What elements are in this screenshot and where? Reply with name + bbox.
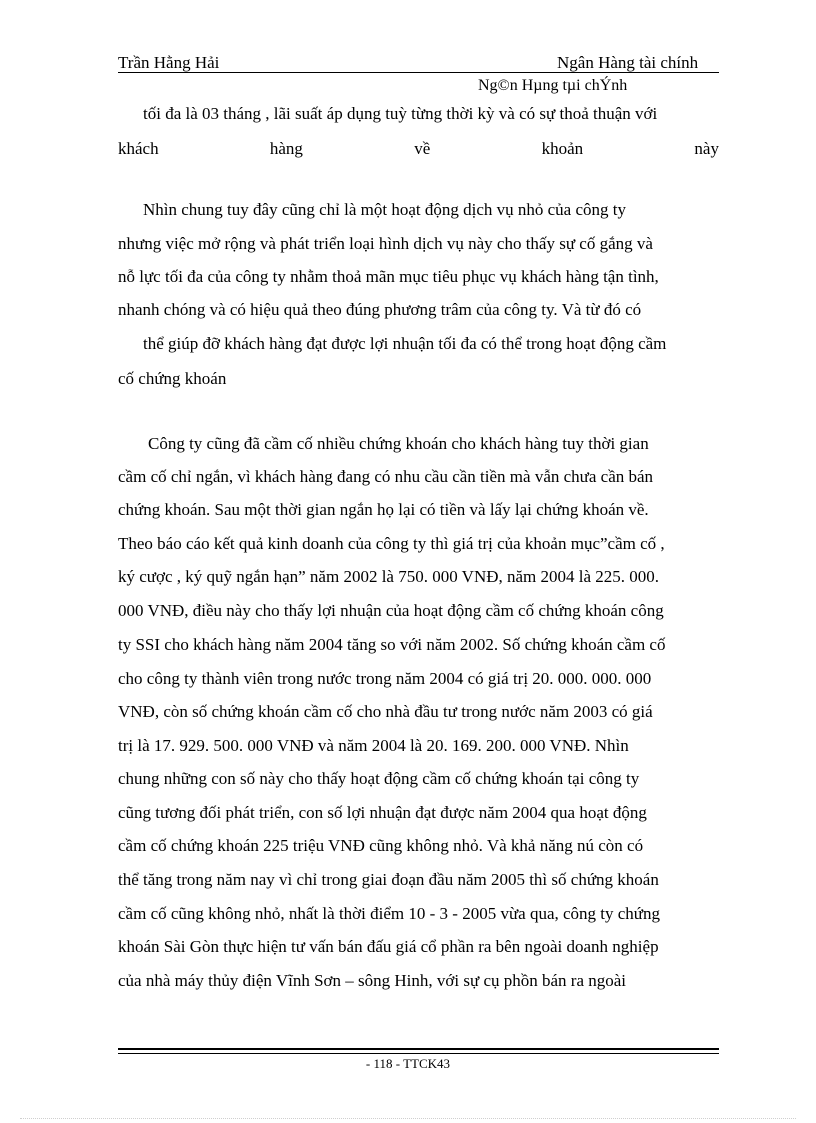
text-line: của nhà máy thủy điện Vĩnh Sơn – sông Hinh, với sự cụ phồn bán ra ngoài xyxy=(118,971,627,990)
page-number: - 118 - TTCK43 xyxy=(365,1056,451,1071)
text-line: cho công ty thành viên trong nước trong năm 2004 có giá trị 20. 000. 000. 000 xyxy=(118,669,652,688)
text-line: cố chứng khoán xyxy=(118,369,227,388)
text-line: ty SSI cho khách hàng năm 2004 tăng so với năm 2002. Số chứng khoán cầm cố xyxy=(118,635,666,654)
footer-rule-thick xyxy=(118,1048,719,1050)
word: về xyxy=(414,139,431,158)
text-line: ký cược , ký quỹ ngắn hạn” năm 2002 là 750. 000 VNĐ, năm 2004 là 225. 000. xyxy=(118,567,660,586)
header-rule xyxy=(118,72,719,73)
text-line: cầm cố chỉ ngắn, vì khách hàng đang có nhu cầu cần tiền mà vẫn chưa cần bán xyxy=(118,467,654,486)
header-title: Ngân Hàng tài chính xyxy=(557,53,699,72)
text-line: Nhìn chung tuy đây cũng chỉ là một hoạt động dịch vụ nhỏ của công ty xyxy=(143,200,626,219)
header-author: Trần Hằng Hải xyxy=(118,53,220,72)
text-line: 000 VNĐ, điều này cho thấy lợi nhuận của hoạt động cầm cố chứng khoán công xyxy=(118,601,664,620)
text-line: nhanh chóng và có hiệu quả theo đúng phương trâm của công ty. Và từ đó có xyxy=(118,300,642,319)
text-line: nhưng việc mở rộng và phát triển loại hình dịch vụ này cho thấy sự cố gắng và xyxy=(118,234,653,253)
text-line: chung những con số này cho thấy hoạt động cầm cố chứng khoán tại công ty xyxy=(118,769,640,788)
text-line: nỗ lực tối đa của công ty nhằm thoả mãn mục tiêu phục vụ khách hàng tận tình, xyxy=(118,267,659,286)
text-line: tối đa là 03 tháng , lãi suất áp dụng tuỳ từng thời kỳ và có sự thoả thuận với xyxy=(143,104,658,123)
page-edge-dotted-line xyxy=(20,1118,796,1119)
text-line: cầm cố chứng khoán 225 triệu VNĐ cũng không nhỏ. Và khả năng nú còn có xyxy=(118,836,644,855)
word: hàng xyxy=(269,139,303,158)
footer-rule-thin xyxy=(118,1053,719,1054)
word: này xyxy=(694,139,719,158)
word: khoản xyxy=(541,139,584,158)
text-line: VNĐ, còn số chứng khoán cầm cố cho nhà đầu tư trong nước năm 2003 có giá xyxy=(118,702,653,721)
text-line: cầm cố cũng không nhỏ, nhất là thời điểm 10 - 3 - 2005 vừa qua, công ty chứng xyxy=(118,904,661,923)
text-line: Theo báo cáo kết quả kinh doanh của công ty thì giá trị của khoản mục”cầm cố , xyxy=(118,534,665,553)
text-line: chứng khoán. Sau một thời gian ngắn họ lại có tiền và lấy lại chứng khoán về. xyxy=(118,500,649,519)
header-garbled-title: Ng©n Hµng tµi chÝnh xyxy=(478,77,628,94)
justified-line xyxy=(118,139,719,159)
text-line: cũng tương đối phát triển, con số lợi nhuận đạt được năm 2004 qua hoạt động xyxy=(118,803,647,822)
text-line: Công ty cũng đã cầm cố nhiều chứng khoán cho khách hàng tuy thời gian xyxy=(148,434,649,453)
text-line: trị là 17. 929. 500. 000 VNĐ và năm 2004 là 20. 169. 200. 000 VNĐ. Nhìn xyxy=(118,736,629,755)
word: khách xyxy=(118,139,159,158)
text-line: thể giúp đỡ khách hàng đạt được lợi nhuận tối đa có thể trong hoạt động cầm xyxy=(143,334,667,353)
text-line: khoán Sài Gòn thực hiện tư vấn bán đấu giá cổ phần ra bên ngoài doanh nghiệp xyxy=(118,937,659,956)
text-line: thể tăng trong năm nay vì chỉ trong giai đoạn đầu năm 2005 thì số chứng khoán xyxy=(118,870,659,889)
